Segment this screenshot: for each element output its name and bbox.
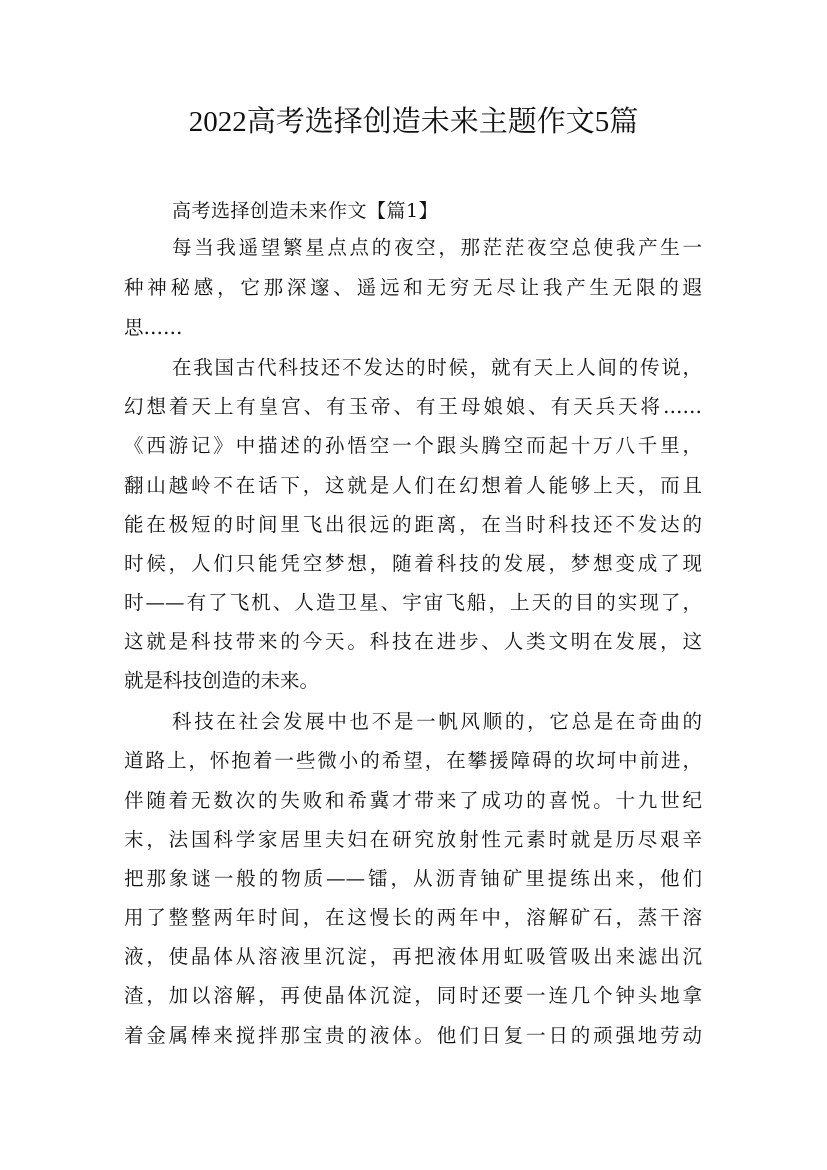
paragraph-line: 时——有了飞机、人造卫星、宇宙飞船，上天的目的实现了， (124, 591, 702, 614)
paragraph-line: 科技在社会发展中也不是一帆风顺的，它总是在奇曲的 (172, 710, 702, 733)
paragraph-line: 渣，加以溶解，再使晶体沉淀，同时还要一连几个钟头地拿 (124, 984, 702, 1007)
paragraph-line: 翻山越岭不在话下，这就是人们在幻想着人能够上天，而且 (124, 474, 702, 497)
document-title: 2022高考选择创造未来主题作文5篇 (188, 106, 639, 138)
paragraph-line: 种神秘感，它那深邃、遥远和无穷无尽让我产生无限的遐 (124, 276, 702, 299)
paragraph-line: 在我国古代科技还不发达的时候，就有天上人间的传说， (172, 356, 702, 379)
paragraph-line: 液，使晶体从溶液里沉淀，再把液体用虹吸管吸出来滤出沉 (124, 945, 702, 968)
paragraph-line: 《西游记》中描述的孙悟空一个跟头腾空而起十万八千里， (124, 434, 702, 457)
paragraph-line: 就是科技创造的未来。 (124, 669, 320, 692)
paragraph-line: 思…… (124, 316, 183, 339)
paragraph-line: 着金属棒来搅拌那宝贵的液体。他们日复一日的顽强地劳动 (124, 1024, 702, 1047)
paragraph-line: 时候，人们只能凭空梦想，随着科技的发展，梦想变成了现 (124, 552, 702, 575)
paragraph-line: 道路上，怀抱着一些微小的希望，在攀援障碍的坎坷中前进， (124, 749, 702, 772)
paragraph-line: 末，法国科学家居里夫妇在研究放射性元素时就是历尽艰辛 (124, 828, 702, 851)
paragraph-line: 幻想着天上有皇宫、有玉帝、有王母娘娘、有天兵天将…… (124, 395, 702, 418)
paragraph-line: 把那象谜一般的物质——镭，从沥青铀矿里提练出来，他们 (124, 867, 702, 890)
paragraph-line: 能在极短的时间里飞出很远的距离，在当时科技还不发达的 (124, 513, 702, 536)
paragraph-line: 这就是科技带来的今天。科技在进步、人类文明在发展，这 (124, 630, 702, 653)
paragraph-line: 用了整整两年时间，在这慢长的两年中，溶解矿石，蒸干溶 (124, 906, 702, 929)
paragraph-line: 每当我遥望繁星点点的夜空，那茫茫夜空总使我产生一 (172, 236, 702, 259)
paragraph-line: 伴随着无数次的失败和希冀才带来了成功的喜悦。十九世纪 (124, 789, 702, 812)
section-heading: 高考选择创造未来作文【篇1】 (172, 200, 439, 222)
